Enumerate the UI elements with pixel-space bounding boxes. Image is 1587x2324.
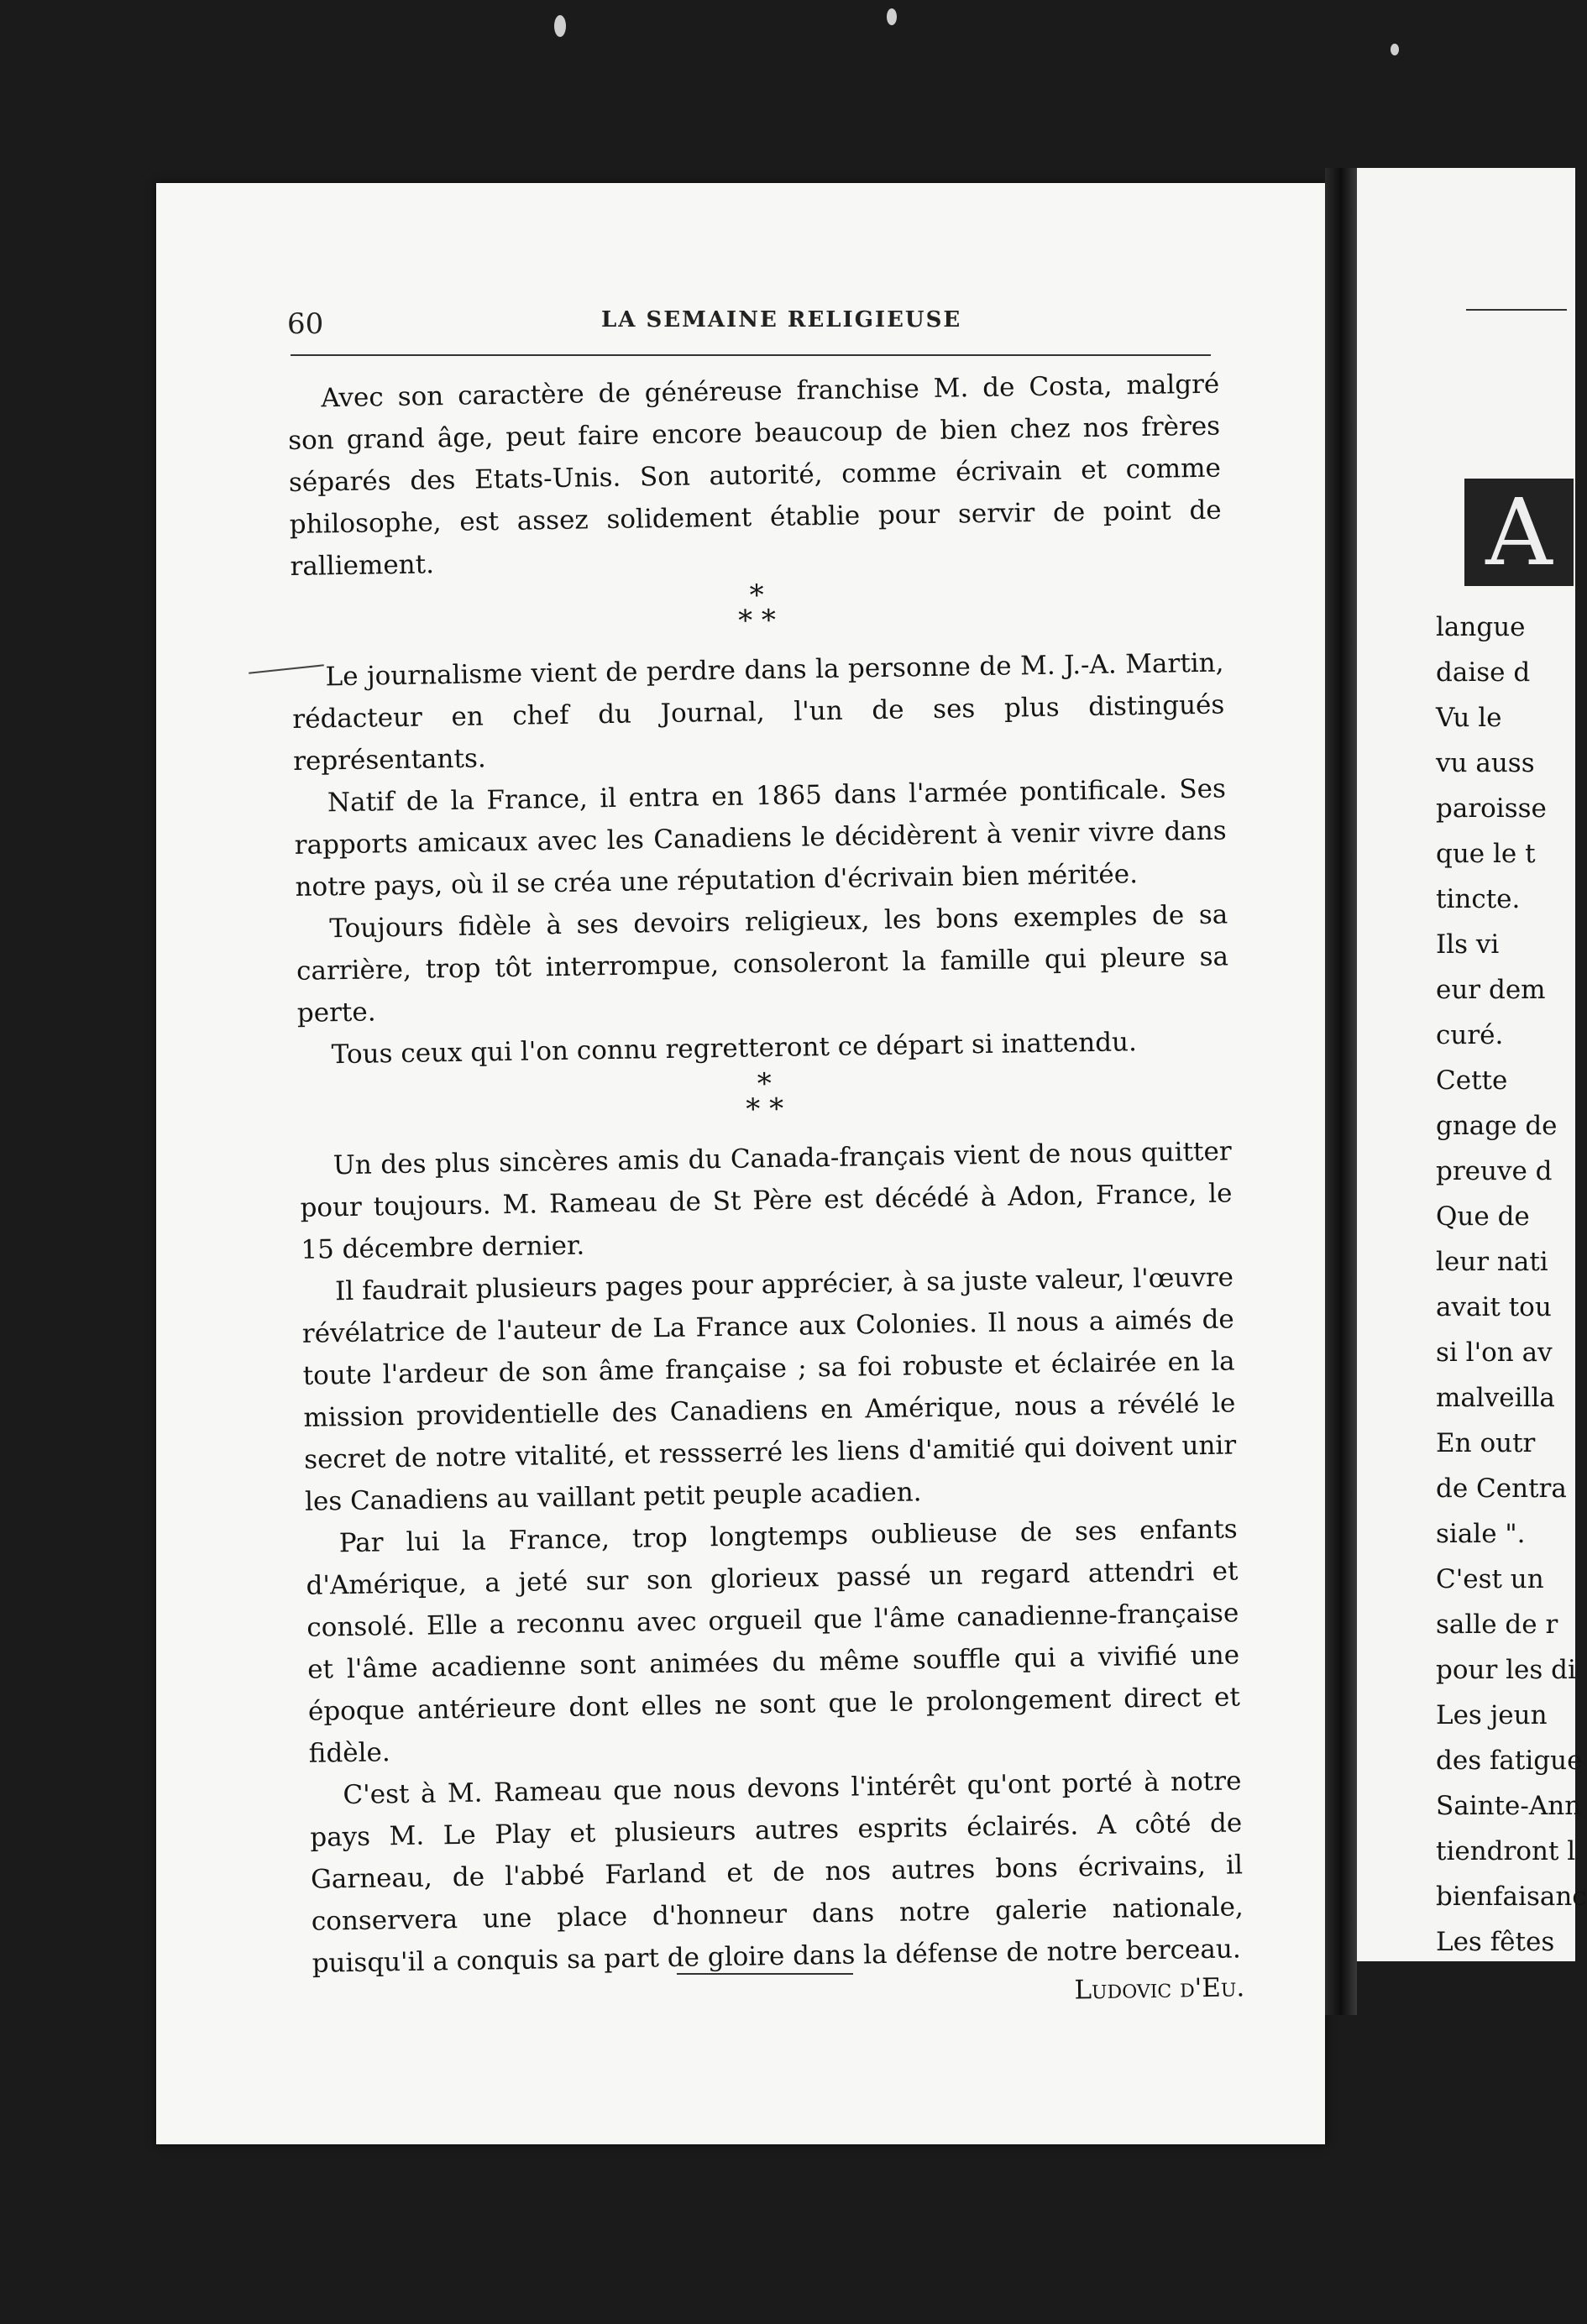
- paragraph: C'est à M. Rameau que nous devons l'intérêt qu'ont porté à notre pays M. Le Play et plusieurs autres esprits éclairés. A côté de Garneau, de l'abbé Farland et de nos autres bons écrivains, il conservera une place d'honneur dans notre galerie nationale, puisqu'il a conquis sa part de gloire dans la défense de notre berceau.: [310, 1766, 1244, 1979]
- right-page: [1357, 168, 1587, 1961]
- text-line: paroisse: [1436, 793, 1547, 824]
- text-line: preuve d: [1436, 1156, 1553, 1186]
- header-rule: [291, 354, 1211, 356]
- paragraph: Un des plus sincères amis du Canada-français vient de nous quitter pour toujours. M. Rameau de St Père est décédé à Adon, France, le 15 décembre dernier.: [300, 1136, 1233, 1265]
- text-line: langue: [1436, 612, 1526, 642]
- running-head: LA SEMAINE RELIGIEUSE: [601, 307, 962, 332]
- asterism-divider: [291, 580, 1223, 645]
- dust-speck: [1391, 44, 1399, 55]
- text-line: Que de: [1436, 1201, 1530, 1232]
- text-line: de Centra: [1436, 1473, 1567, 1504]
- text-line: siale ".: [1436, 1519, 1526, 1549]
- text-line: si l'on av: [1436, 1337, 1553, 1368]
- text-line: bienfaisanc: [1436, 1882, 1587, 1912]
- paragraph: Il faudrait plusieurs pages pour apprécier, à sa juste valeur, l'œuvre révélatrice de l'auteur de La France aux Colonies. Il nous a aimés de toute l'ardeur de son âme française ; sa foi robuste et éclairée en la mission providentielle des Canadiens en Amérique, nous a révélé le secret de notre vitalité, et ressserré les liens d'amitié qui doivent unir les Canadiens au vaillant petit peuple acadien.: [301, 1262, 1237, 1517]
- article-column: [287, 364, 1245, 2023]
- text-line: eur dem: [1436, 975, 1546, 1005]
- text-line: salle de r: [1436, 1610, 1558, 1640]
- text-line: Cette: [1436, 1065, 1508, 1096]
- right-page-text: [1436, 605, 1587, 1965]
- text-line: tiendront l: [1436, 1836, 1576, 1866]
- text-line: Vu le: [1436, 703, 1502, 733]
- text-line: vu auss: [1436, 748, 1535, 778]
- paragraph: Le journalisme vient de perdre dans la personne de M. J.-A. Martin, rédacteur en chef du Journal, l'un de ses plus distingués représentants.: [292, 647, 1225, 777]
- text-line: leur nati: [1436, 1247, 1548, 1277]
- text-line: En outr: [1436, 1428, 1536, 1458]
- left-page: [156, 183, 1325, 2144]
- text-line: avait tou: [1436, 1292, 1552, 1322]
- text-line: malveilla: [1436, 1383, 1555, 1413]
- text-line: Ils vi: [1436, 929, 1500, 960]
- text-line: curé.: [1436, 1020, 1504, 1050]
- dust-speck: [887, 8, 897, 25]
- page-number: 60: [287, 307, 324, 341]
- text-line: Sainte-Ann: [1436, 1791, 1582, 1821]
- text-line: pour les di: [1436, 1655, 1576, 1685]
- ornamental-dropcap: A: [1464, 479, 1574, 586]
- header-rule: [1466, 309, 1567, 311]
- asterism-top: *: [749, 578, 764, 613]
- paragraph: Avec son caractère de généreuse franchise M. de Costa, malgré son grand âge, peut faire encore beaucoup de bien chez nos frères séparés des Etats-Unis. Son autorité, comme écrivain et comme philosophe, est assez solidement établie pour servir de point de ralliement.: [287, 369, 1222, 582]
- end-rule: [677, 1973, 853, 1975]
- text-line: Les jeun: [1436, 1700, 1548, 1730]
- text-line: que le t: [1436, 839, 1536, 869]
- paragraph: Natif de la France, il entra en 1865 dans l'armée pontificale. Ses rapports amicaux avec les Canadiens le décidèrent à venir vivre dans notre pays, où il se créa une réputation d'écrivain bien méritée.: [294, 773, 1227, 903]
- paragraph: Toujours fidèle à ses devoirs religieux, les bons exemples de sa carrière, trop tôt interrompue, consoleront la famille qui pleure sa perte.: [296, 899, 1229, 1029]
- asterism-top: *: [757, 1067, 773, 1102]
- paragraph: Tous ceux qui l'on connu regretteront ce départ si inattendu.: [331, 1027, 1138, 1070]
- dust-speck: [554, 15, 566, 37]
- paragraph: Par lui la France, trop longtemps oublieuse de ses enfants d'Amérique, a jeté sur son glorieux passé un regard attendri et consolé. Elle a reconnu avec orgueil que l'âme canadienne-française et l'âme acadienne sont animées du même souffle qui a vivifié une époque antérieure dont elles ne sont que le prolongement direct et fidèle.: [306, 1514, 1241, 1769]
- author-signature: Ludovic d'Eu.: [1074, 1972, 1245, 2006]
- asterism-bottom: * *: [746, 1091, 784, 1127]
- book-gutter: [1325, 168, 1357, 2015]
- text-line: gnage de: [1436, 1111, 1558, 1141]
- asterism-bottom: * *: [737, 603, 777, 638]
- text-line: C'est un: [1436, 1564, 1544, 1594]
- text-line: des fatigue: [1436, 1746, 1583, 1776]
- text-line: daise d: [1436, 657, 1531, 688]
- asterism-divider: [298, 1068, 1231, 1133]
- text-line: Les fêtes: [1436, 1927, 1555, 1957]
- text-line: tincte.: [1436, 884, 1521, 914]
